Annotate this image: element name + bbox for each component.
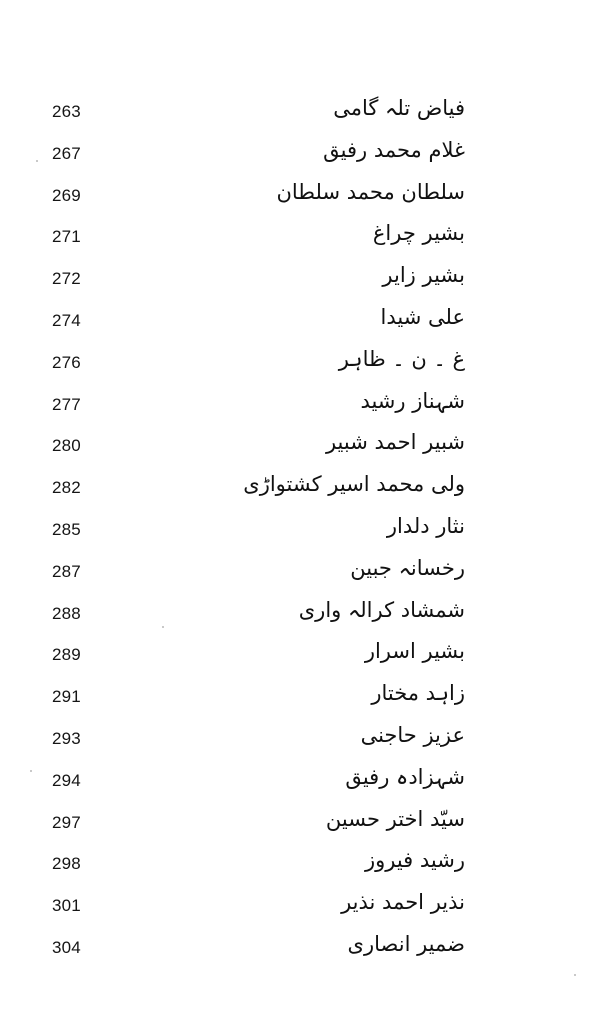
page-number: 274 [52,310,81,330]
author-name: سیّد اختر حسین [325,806,465,831]
author-name: نثار دلدار [386,513,465,538]
author-name: عزیز حاجنی [360,722,465,747]
page-number: 272 [52,269,81,289]
toc-row [0,221,600,263]
author-name: ضمیر انصاری [347,931,465,956]
author-name: بشیر اسرار [364,639,465,664]
author-name: غلام محمد رفیق [323,137,465,162]
author-name: شبیر احمد شبیر [325,430,465,455]
page-number: 287 [52,561,81,581]
page-number: 298 [52,854,81,874]
page-number: 294 [52,770,81,790]
toc-row [0,96,600,138]
page-number: 276 [52,352,81,372]
page-number: 301 [52,896,81,916]
scan-speck [36,160,38,162]
page-number: 280 [52,436,81,456]
author-name: سلطان محمد سلطان [276,179,465,204]
page-number: 277 [52,394,81,414]
toc-row [0,807,600,849]
author-name: شہناز رشید [360,388,465,413]
author-name: نذیر احمد نذیر [341,890,465,915]
author-name: غ ۔ ن ۔ ظاہر [338,346,465,371]
scan-speck [162,626,164,628]
author-name: علی شیدا [380,304,465,329]
scan-speck [574,974,576,976]
toc-row [0,347,600,389]
page-number: 263 [52,102,81,121]
scan-speck [30,770,32,772]
toc-row [0,472,600,514]
toc-row [0,848,600,890]
toc-row [0,723,600,765]
toc-row [0,180,600,222]
toc-row [0,639,600,681]
toc-row [0,138,600,180]
toc-row [0,932,600,974]
author-name: رشید فیروز [364,848,465,873]
author-name: فیاض تلہ گامی [333,96,465,120]
toc-row [0,556,600,598]
page-number: 285 [52,519,81,539]
toc-row [0,430,600,472]
toc-row [0,305,600,347]
author-name: ولی محمد اسیر کشتواڑی [243,472,465,497]
toc-row [0,890,600,932]
author-name: رخسانہ جبین [350,555,465,580]
page-number: 304 [52,937,81,957]
page-number: 288 [52,603,81,623]
toc-row [0,765,600,807]
author-name: بشیر چراغ [372,221,465,246]
author-name: شہزادہ رفیق [345,764,465,789]
page-number: 297 [52,812,81,832]
toc-row [0,389,600,431]
author-name: شمشاد کرالہ واری [298,597,465,622]
table-of-contents [0,96,600,974]
page-number: 291 [52,687,81,707]
page-number: 282 [52,478,81,498]
page-number: 289 [52,645,81,665]
toc-row [0,514,600,556]
page-number: 269 [52,185,81,205]
author-name: بشیر زایر [382,263,465,288]
page-number: 267 [52,143,81,163]
page-number: 293 [52,728,81,748]
toc-row [0,263,600,305]
toc-row [0,598,600,640]
author-name: زاہد مختار [371,681,465,706]
toc-row [0,681,600,723]
page-number: 271 [52,227,81,247]
